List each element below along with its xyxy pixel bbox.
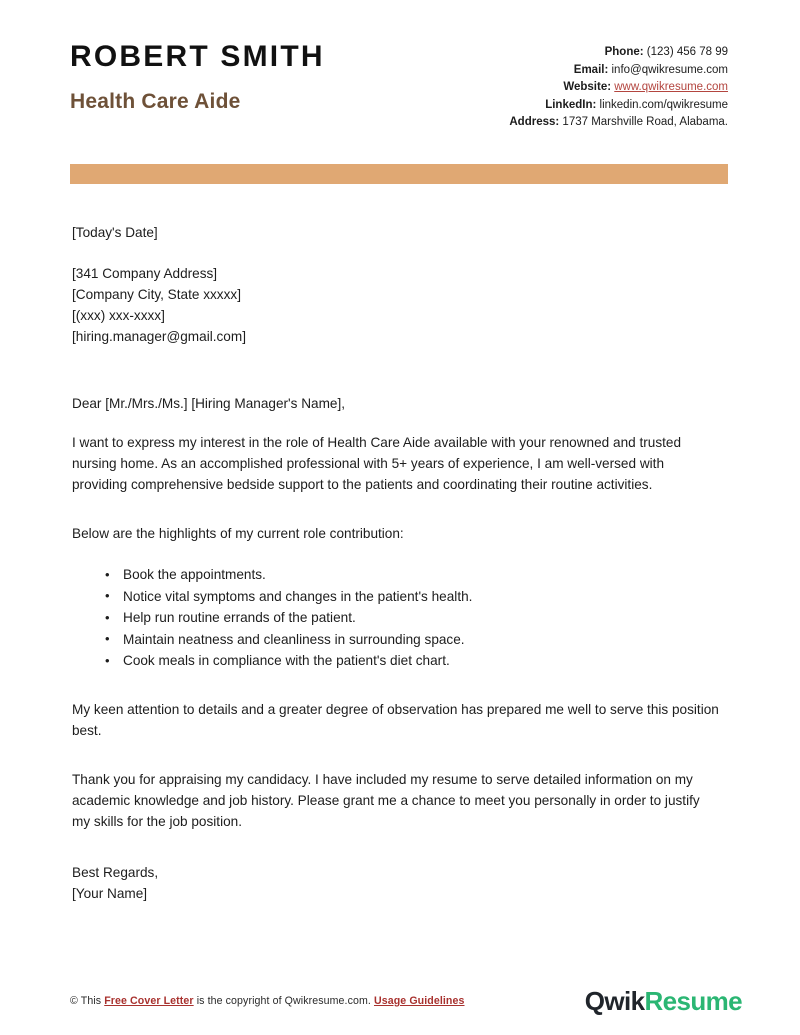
signoff-block — [72, 862, 720, 904]
linkedin-value: linkedin.com/qwikresume — [599, 98, 728, 111]
contact-row-address — [509, 114, 728, 132]
highlights-intro: Below are the highlights of my current role contribution: — [72, 526, 404, 541]
closing-paragraph-2: Thank you for appraising my candidacy. I have included my resume to serve detailed information on my academic knowledge and job history. Please grant me a chance to meet you personally in order to justify my skills for the job position. — [72, 772, 700, 829]
free-cover-letter-link[interactable]: Free Cover Letter — [104, 995, 194, 1007]
website-link[interactable]: www.qwikresume.com — [614, 81, 728, 94]
highlights-list — [72, 564, 720, 671]
page-footer — [0, 988, 800, 1014]
copyright-notice — [70, 995, 464, 1007]
intro-paragraph: I want to express my interest in the role of Health Care Aide available with your renowned and trusted nursing home. As an accomplished professional with 5+ years of experience, I am well-versed with providing comprehensive bedside support to the patients and coordinating their routine activities. — [72, 435, 682, 492]
contact-row-linkedin — [509, 97, 728, 115]
job-title: Health Care Aide — [70, 90, 241, 113]
website-label: Website: — [563, 81, 612, 94]
signoff-closing: Best Regards, — [72, 865, 159, 880]
list-item: • Maintain neatness and cleanliness in surrounding space. — [105, 629, 720, 650]
letter-body — [72, 222, 720, 904]
address-value: 1737 Marshville Road, Alabama. — [562, 116, 728, 129]
contact-info-block — [509, 38, 728, 132]
list-item: • Help run routine errands of the patient. — [105, 607, 720, 628]
letterhead-header — [0, 0, 800, 132]
letter-date: [Today's Date] — [72, 225, 158, 240]
recipient-line: [(xxx) xxx-xxxx] — [72, 308, 165, 323]
list-item: • Book the appointments. — [105, 564, 720, 585]
copyright-prefix: © This — [70, 995, 105, 1007]
email-value: info@qwikresume.com — [611, 63, 728, 76]
salutation: Dear [Mr./Mrs./Ms.] [Hiring Manager's Name], — [72, 396, 346, 411]
linkedin-label: LinkedIn: — [545, 98, 597, 111]
address-label: Address: — [509, 116, 560, 129]
phone-label: Phone: — [604, 46, 644, 58]
copyright-middle: is the copyright of Qwikresume.com. — [193, 995, 374, 1007]
recipient-line: [Company City, State xxxxx] — [72, 287, 241, 302]
signoff-name: [Your Name] — [72, 886, 148, 901]
candidate-identity — [70, 38, 325, 114]
logo-text-resume: Resume — [644, 986, 742, 1016]
qwikresume-logo[interactable] — [585, 988, 742, 1014]
accent-divider-bar — [70, 164, 728, 184]
recipient-line: [hiring.manager@gmail.com] — [72, 329, 246, 344]
usage-guidelines-link[interactable]: Usage Guidelines — [373, 995, 465, 1007]
email-label: Email: — [573, 63, 609, 76]
closing-paragraph-1: My keen attention to details and a greater degree of observation has prepared me well to serve this position best. — [72, 702, 719, 738]
phone-value: (123) 456 78 99 — [646, 46, 728, 58]
recipient-line: [341 Company Address] — [72, 266, 218, 281]
contact-row-phone — [509, 44, 728, 62]
contact-row-email — [509, 62, 728, 80]
candidate-name: ROBERT SMITH — [70, 40, 325, 73]
recipient-address-block — [72, 263, 720, 347]
list-item: • Notice vital symptoms and changes in the patient's health. — [105, 586, 720, 607]
logo-text-qwik: Qwik — [584, 986, 645, 1016]
contact-row-website — [509, 79, 728, 97]
list-item: • Cook meals in compliance with the patient's diet chart. — [105, 650, 720, 671]
